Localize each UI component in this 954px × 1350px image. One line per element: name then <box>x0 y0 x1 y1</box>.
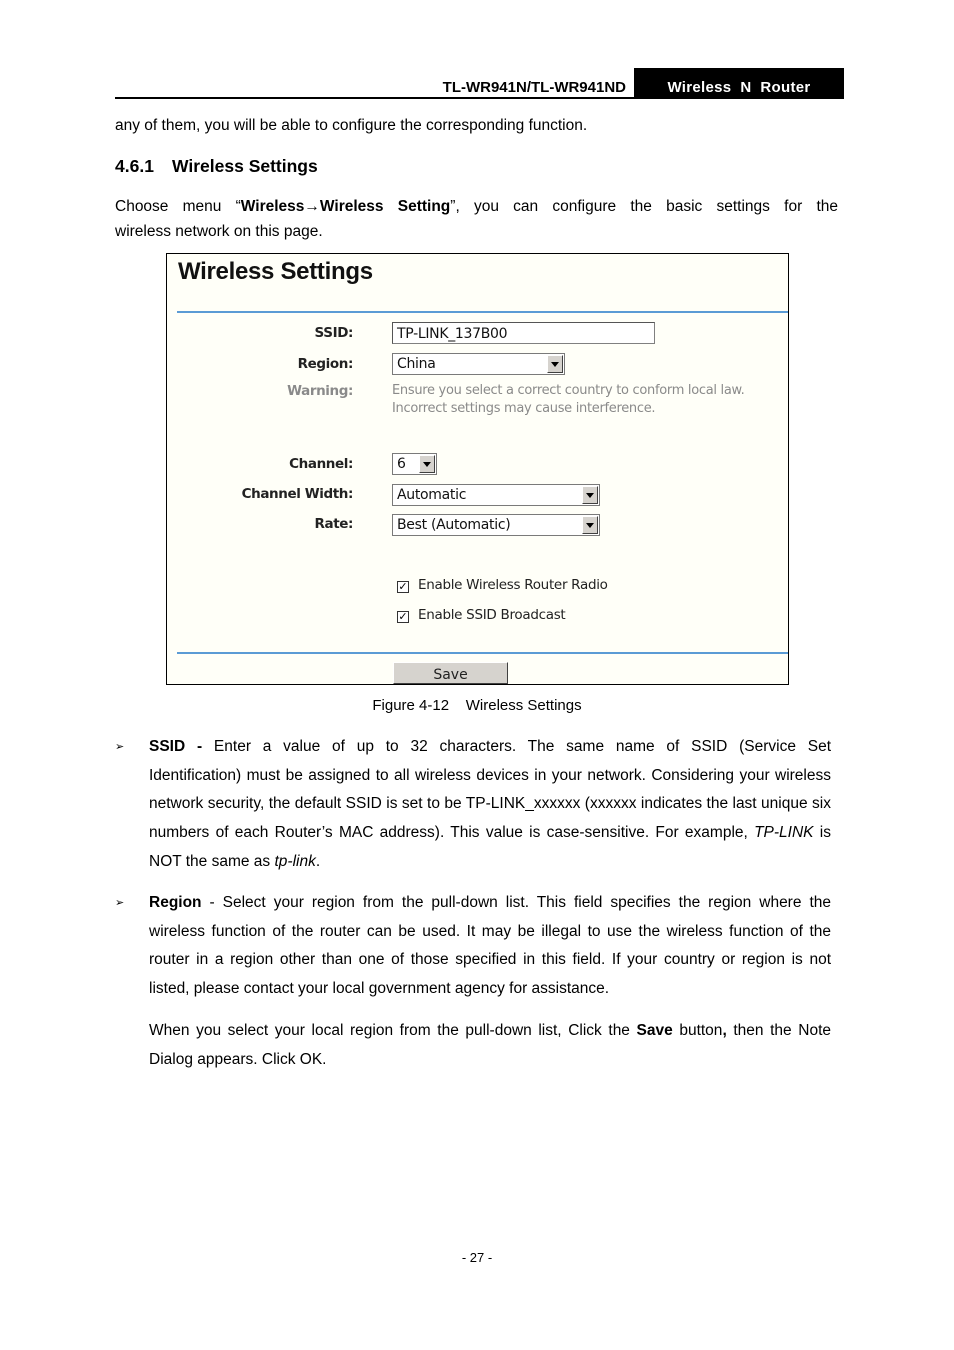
enable-broadcast-label: Enable SSID Broadcast <box>418 607 566 623</box>
enable-radio-label: Enable Wireless Router Radio <box>418 577 608 593</box>
chevron-down-icon[interactable] <box>419 455 435 473</box>
wireless-settings-figure <box>166 253 789 685</box>
channel-select[interactable] <box>392 453 437 475</box>
header-rule <box>115 97 844 99</box>
header-product-tab: Wireless N Router <box>634 68 844 99</box>
warning-label: Warning: <box>287 383 353 399</box>
channel-value: 6 <box>397 456 406 472</box>
region-label: Region: <box>297 356 353 372</box>
enable-broadcast-checkbox[interactable]: ✓ <box>398 611 408 623</box>
chevron-down-icon[interactable] <box>582 486 598 504</box>
chevron-down-icon[interactable] <box>582 516 598 534</box>
channel-width-value: Automatic <box>397 487 467 503</box>
region-term: Region <box>149 894 202 911</box>
save-button[interactable]: Save <box>393 662 508 684</box>
section-title: Wireless Settings <box>172 156 318 176</box>
figure-top-bar <box>177 311 788 313</box>
figure-caption: Figure 4-12 Wireless Settings <box>372 697 582 714</box>
enable-radio-checkbox[interactable]: ✓ <box>398 581 408 593</box>
intro-line: any of them, you will be able to configure the corresponding function. <box>115 117 588 134</box>
bullet-arrow-icon: ➢ <box>115 741 125 753</box>
header-model: TL-WR941N/TL-WR941ND <box>442 79 626 96</box>
region-select[interactable] <box>392 353 565 375</box>
menu-path: Wireless→Wireless Setting <box>240 198 451 215</box>
ssid-term: SSID - <box>149 738 203 755</box>
section-number: 4.6.1 <box>115 156 154 176</box>
bullet-arrow-icon: ➢ <box>115 897 125 909</box>
region-value: China <box>397 356 436 372</box>
rate-label: Rate: <box>314 516 353 532</box>
region-description: Region - Select your region from the pull-down list. This field specifies the region where the wireless function of the router can be used. It may be illegal to use the wireless function of the router in a region other than one of those specified in this field. If your country or region is not listed, please contact your local government agency for assistance. <box>149 894 831 998</box>
warning-text-2: Incorrect settings may cause interference. <box>392 401 656 416</box>
figure-bottom-bar <box>177 652 788 654</box>
ssid-description: SSID - Enter a value of up to 32 characters. The same name of SSID (Service Set Identification) must be assigned to all wireless devices in your network. Considering your wireless network security, the default SSID is set to be TP-LINK_xxxxxx (xxxxxx indicates the last unique six numbers of each Router’s MAC address). This value is case-sensitive. For example, TP-LINK is NOT the same as tp-link. <box>149 738 836 870</box>
section-heading <box>115 156 318 177</box>
page-number: - 27 - <box>461 1250 493 1265</box>
note-description: When you select your local region from the pull-down list, Click the Save button, then the Note Dialog appears. Click OK. <box>149 1022 831 1068</box>
section-lead-line2: wireless network on this page. <box>115 223 323 240</box>
chevron-down-icon[interactable] <box>547 355 563 373</box>
warning-text-1: Ensure you select a correct country to conform local law. <box>392 383 745 398</box>
ssid-label: SSID: <box>314 325 353 341</box>
figure-title: Wireless Settings <box>178 258 373 285</box>
channel-width-label: Channel Width: <box>241 486 353 502</box>
rate-select[interactable] <box>392 514 600 536</box>
section-lead: Choose menu “Wireless→Wireless Setting”, you can configure the basic settings for the <box>115 198 838 215</box>
channel-label: Channel: <box>289 456 353 472</box>
channel-width-select[interactable] <box>392 484 600 506</box>
ssid-input[interactable]: TP-LINK_137B00 <box>392 322 655 344</box>
rate-value: Best (Automatic) <box>397 517 511 533</box>
